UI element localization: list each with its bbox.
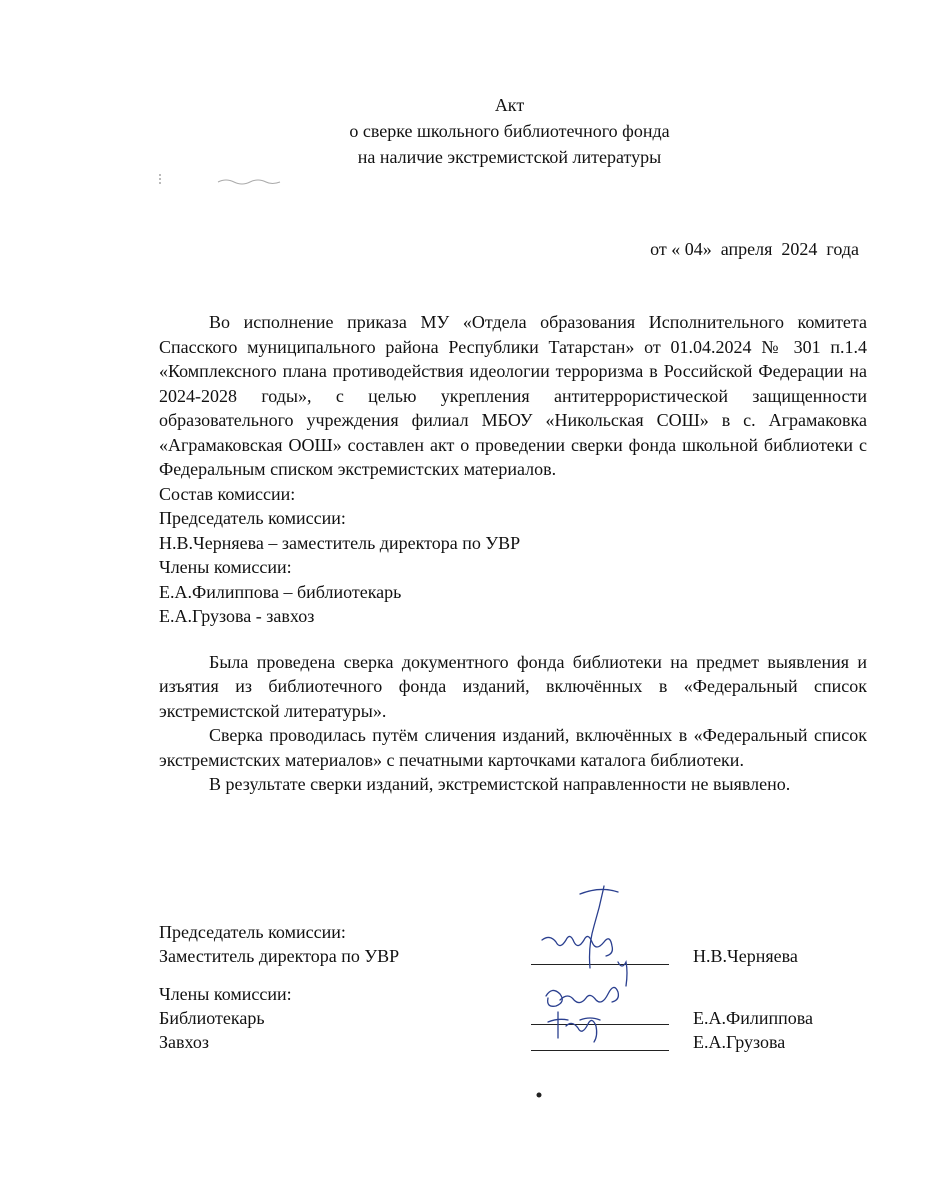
title-line-1: Акт: [494, 95, 525, 115]
chair-entry: Н.В.Черняева – заместитель директора по УВР: [159, 532, 521, 553]
document-date: от « 04» апреля 2024 года: [650, 239, 859, 259]
document-body: [159, 310, 867, 797]
sig-chair-heading: Председатель комиссии:: [159, 922, 346, 942]
sig-member1-name: Е.А.Филиппова: [693, 1008, 813, 1028]
chair-heading: Председатель комиссии:: [159, 508, 346, 528]
paragraph-method: Сверка проводилась путём сличения изданий, включённых в «Федеральный список экстремистских материалов» с печатными карточками каталога библиотеки.: [159, 725, 867, 770]
title-line-3: на наличие экстремистской литературы: [357, 147, 662, 167]
commission-heading: Состав комиссии:: [159, 483, 296, 504]
paragraph-result: В результате сверки изданий, экстремистской направленности не выявлено.: [209, 774, 791, 794]
members-heading: Члены комиссии:: [159, 557, 292, 577]
handwritten-signatures: [520, 880, 690, 1060]
member-entry-2: Е.А.Грузова - завхоз: [159, 606, 315, 626]
signature-block: [159, 920, 867, 1054]
sig-member2-role: Завхоз: [159, 1032, 209, 1052]
paragraph-check: Была проведена сверка документного фонда библиотеки на предмет выявления и изъятия из библиотечного фонда изданий, включённых в «Федеральный список экстремистской литературы».: [159, 651, 867, 721]
scan-artifact: [150, 170, 310, 190]
paragraph-order: Во исполнение приказа МУ «Отдела образования Исполнительного комитета Спасского муниципального района Республики Татарстан» от 01.04.2024 № 301 п.1.4 «Комплексного плана противодействия идеологии терроризма в Российской Федерации на 2024-2028 годы», с целью укрепления антитеррористической защищенности образовательного учреждения филиал МБОУ «Никольская СОШ» в с. Аграмаковка «Аграмаковская ООШ» составлен акт о проведении сверки фонда школьной библиотеки с Федеральным списком экстремистских материалов.: [159, 312, 867, 479]
sig-member1-role: Библиотекарь: [159, 1008, 265, 1028]
scan-artifact: [534, 1090, 544, 1100]
sig-chair-name: Н.В.Черняева: [693, 946, 798, 966]
title-line-2: о сверке школьного библиотечного фонда: [349, 121, 670, 141]
sig-members-heading: Члены комиссии:: [159, 984, 292, 1004]
sig-chair-role: Заместитель директора по УВР: [159, 946, 400, 966]
document-title: [0, 92, 927, 170]
member-entry-1: Е.А.Филиппова – библиотекарь: [159, 581, 402, 602]
sig-member2-name: Е.А.Грузова: [693, 1032, 786, 1052]
